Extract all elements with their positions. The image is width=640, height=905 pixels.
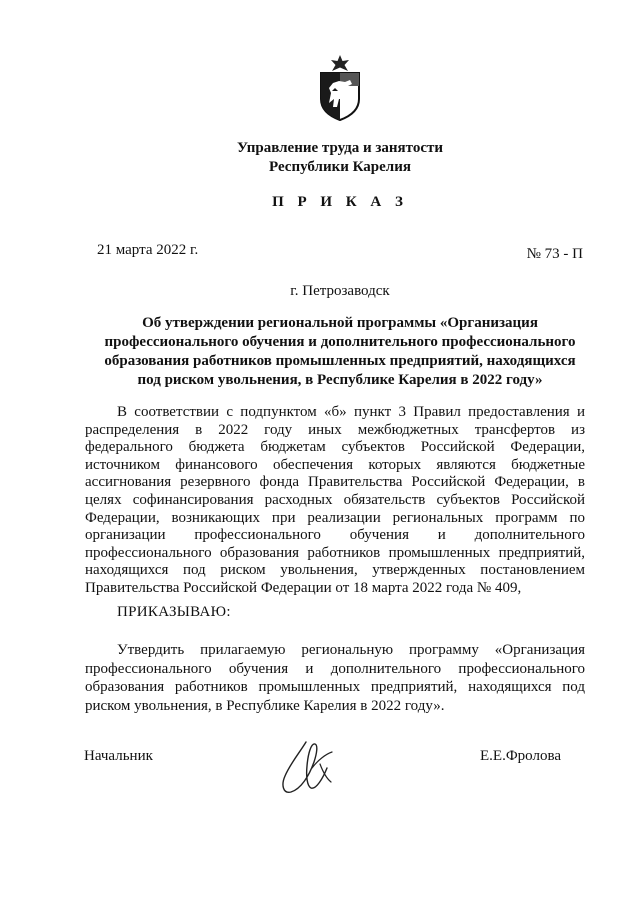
org-line-2: Республики Карелия bbox=[269, 159, 411, 175]
document-city: г. Петрозаводск bbox=[290, 283, 390, 299]
order-paragraph: Утвердить прилагаемую региональную программу «Организация профессионального обучения и дополнительного профессионального образования работников промышленных предприятий, находящихся под риском увольнения, в Республике Карелия в 2022 году». bbox=[85, 642, 585, 714]
document-subject bbox=[82, 314, 598, 390]
document-number: № 73 - П bbox=[526, 246, 583, 262]
subject-line-3: образования работников промышленных предприятий, находящихся bbox=[104, 353, 576, 369]
subject-line-2: профессионального обучения и дополнительного профессионального bbox=[104, 334, 576, 350]
document-type: П Р И К А З bbox=[272, 194, 408, 210]
organization-name bbox=[0, 139, 640, 177]
order-directive: ПРИКАЗЫВАЮ: bbox=[117, 604, 231, 620]
signatory-position: Начальник bbox=[84, 748, 153, 764]
karelia-coat-of-arms-icon bbox=[317, 55, 363, 121]
subject-line-4: под риском увольнения, в Республике Карелия в 2022 году» bbox=[137, 372, 543, 388]
preamble-paragraph: В соответствии с подпунктом «б» пункт 3 Правил предоставления и распределения в 2022 году иных межбюджетных трансфертов из федерального бюджета бюджетам субъектов Российской Федерации, источником финансового обеспечения которых являются бюджетные ассигнования резервного фонда Правительства Российской Федерации, в целях софинансирования расходных обязательств субъектов Российской Федерации, возникающих при реализации региональных программ по организации профессионального обучения и дополнительного профессионального образования работников промышленных предприятий, находящихся под риском увольнения, утвержденных постановлением Правительства Российской Федерации от 18 марта 2022 года № 409, bbox=[85, 404, 585, 596]
document-date: 21 марта 2022 г. bbox=[97, 242, 199, 258]
handwritten-signature bbox=[276, 738, 338, 800]
org-line-1: Управление труда и занятости bbox=[236, 140, 444, 156]
signatory-name: Е.Е.Фролова bbox=[480, 748, 562, 764]
subject-line-1: Об утверждении региональной программы «Организация bbox=[142, 315, 538, 331]
